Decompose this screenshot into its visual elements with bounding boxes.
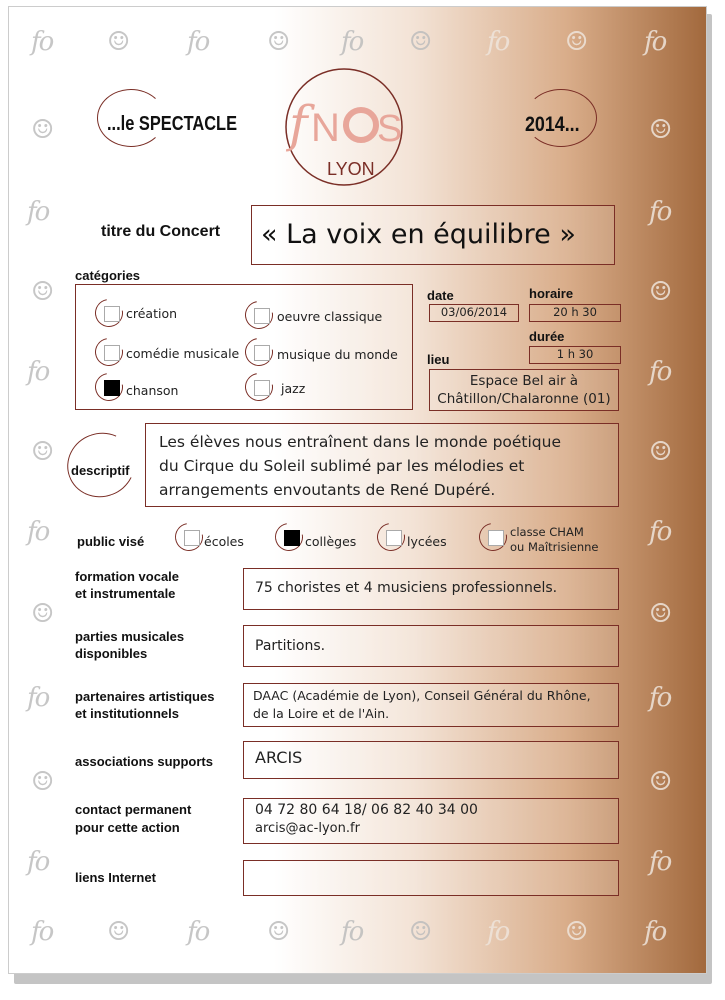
checkbox-creation[interactable] xyxy=(104,306,120,322)
duree-label: durée xyxy=(529,329,565,344)
option-ecoles-label: écoles xyxy=(204,534,244,549)
checkbox-colleges[interactable] xyxy=(284,530,300,546)
title-label: titre du Concert xyxy=(101,223,221,240)
descriptif-line1: Les élèves nous entraînent dans le monde poétique xyxy=(159,433,562,451)
checkbox-classe-cham[interactable] xyxy=(488,530,504,546)
partenaires-label-2: et institutionnels xyxy=(75,706,179,721)
liens-label: liens Internet xyxy=(75,870,156,885)
lieu-value-line1: Espace Bel air à xyxy=(469,373,579,389)
flyer-sheet: fo ☺ fo ☺ fo ☺ fo ☺ fo ☺ ☺ fo fo ☺ ☺ fo fo ☺ ☺ fo fo ☺ ☺ fo fo ☺ ☺ fo fo fo ☺ fo ☺ fo ☺ fo ☺ fo ...le SPECTACLE f N S LYON 2014... titre du Concert « La voix en équilibre » catégories création oeuvre classique comédie musicale musique du monde chanson jazz date 03/06/2014 horaire 20 h 30 durée 1 h 30 lieu Espace Bel air à Châtillon/Chalaronne (01) descriptif Les élèves nous entraînent dans le monde poétique du Cirque du Soleil sublimé par les mélodies et arrangements envoutants de René Dupéré. public visé écoles collèges lycées classe CHAM ou Maîtrisienne formation vocale et instrumentale 75 choristes et 4 musiciens professionnels. parties musicales disponibles Partitions. partenaires artistiques et institutionnels DAAC (Académie de Lyon), Conseil Général du Rhône, de la Loire et de l'Ain. associations supports ARCIS contact permanent pour cette action 04 72 80 64 18/ 06 82 40 34 00 arcis@ac-lyon.fr liens Internet xyxy=(8,6,707,974)
option-colleges-label: collèges xyxy=(305,534,357,549)
contact-email: arcis@ac-lyon.fr xyxy=(255,821,360,836)
option-musique-du-monde-label: musique du monde xyxy=(277,347,398,362)
categories-label: catégories xyxy=(75,268,141,283)
horaire-label: horaire xyxy=(529,286,574,301)
contact-label-2: pour cette action xyxy=(75,820,180,835)
checkbox-musique-du-monde[interactable] xyxy=(254,345,270,361)
option-creation-label: création xyxy=(126,306,178,321)
title-value: « La voix en équilibre » xyxy=(261,219,576,250)
svg-text:f: f xyxy=(289,95,308,153)
associations-value: ARCIS xyxy=(255,748,303,767)
checkbox-chanson[interactable] xyxy=(104,380,120,396)
checkbox-lycees[interactable] xyxy=(386,530,402,546)
lieu-value-line2: Châtillon/Chalaronne (01) xyxy=(437,391,611,407)
logo-city: LYON xyxy=(327,159,375,179)
contact-label-1: contact permanent xyxy=(75,802,192,817)
lieu-label: lieu xyxy=(427,352,450,367)
public-label: public visé xyxy=(77,534,145,549)
parties-label-2: disponibles xyxy=(75,646,148,661)
option-maitrisienne-label: ou Maîtrisienne xyxy=(510,540,599,554)
descriptif-label: descriptif xyxy=(71,463,130,478)
svg-text:N: N xyxy=(311,106,340,150)
descriptif-line2: du Cirque du Soleil sublimé par les mélodies et xyxy=(159,457,525,475)
parties-label-1: parties musicales xyxy=(75,629,185,644)
duree-value: 1 h 30 xyxy=(529,346,621,364)
checkbox-jazz[interactable] xyxy=(254,380,270,396)
liens-box xyxy=(243,860,619,896)
checkbox-comedie-musicale[interactable] xyxy=(104,345,120,361)
contact-phone: 04 72 80 64 18/ 06 82 40 34 00 xyxy=(255,802,478,818)
formation-label-1: formation vocale xyxy=(75,569,180,584)
option-comedie-musicale-label: comédie musicale xyxy=(126,346,240,361)
formation-label-2: et instrumentale xyxy=(75,586,176,601)
partenaires-value-2: de la Loire et de l'Ain. xyxy=(253,706,390,721)
horaire-value: 20 h 30 xyxy=(529,304,621,322)
formation-value: 75 choristes et 4 musiciens professionnels. xyxy=(255,580,558,596)
parties-value: Partitions. xyxy=(255,638,326,654)
option-lycees-label: lycées xyxy=(407,534,447,549)
option-jazz-label: jazz xyxy=(281,381,306,396)
checkbox-oeuvre-classique[interactable] xyxy=(254,308,270,324)
option-classe-cham-label: classe CHAM xyxy=(510,525,584,539)
date-label: date xyxy=(427,288,454,303)
partenaires-value-1: DAAC (Académie de Lyon), Conseil Général du Rhône, xyxy=(253,688,591,703)
partenaires-label-1: partenaires artistiques xyxy=(75,689,215,704)
header-left-label: ...le SPECTACLE xyxy=(107,113,238,135)
checkbox-ecoles[interactable] xyxy=(184,530,200,546)
option-chanson-label: chanson xyxy=(126,383,179,398)
date-value: 03/06/2014 xyxy=(429,304,519,322)
descriptif-line3: arrangements envoutants de René Dupéré. xyxy=(159,481,496,499)
option-oeuvre-classique-label: oeuvre classique xyxy=(277,309,383,324)
associations-label: associations supports xyxy=(75,754,213,769)
svg-text:S: S xyxy=(377,108,403,150)
header-year: 2014... xyxy=(525,113,580,136)
